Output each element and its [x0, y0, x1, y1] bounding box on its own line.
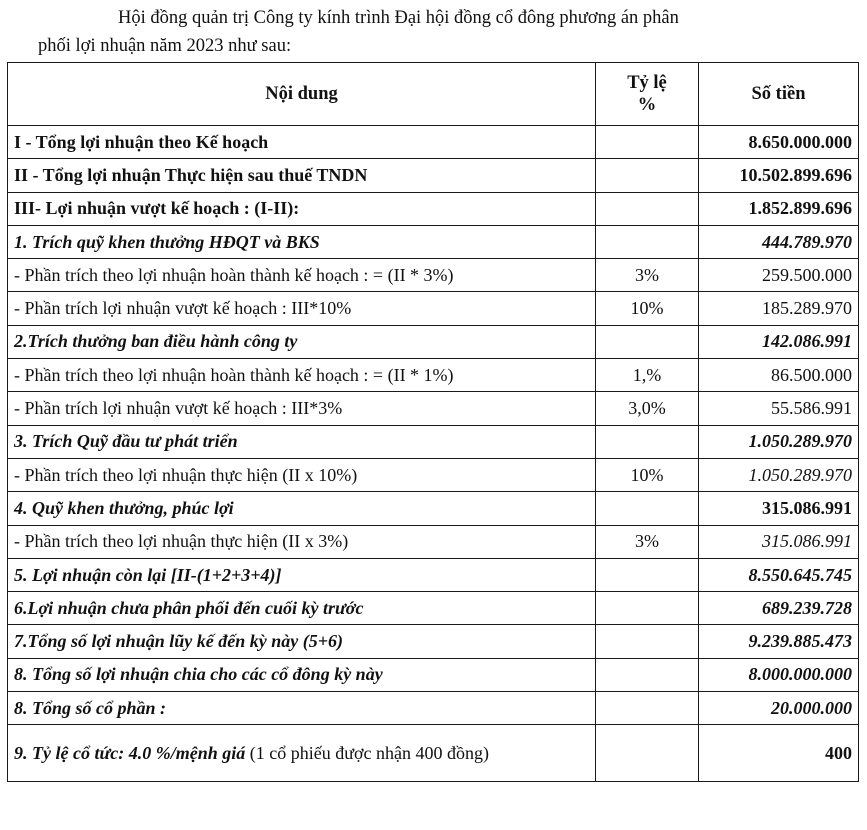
row-amount: 315.086.991: [699, 525, 859, 558]
row-rate: [596, 692, 699, 725]
header-amount: Số tiền: [699, 63, 859, 126]
row-rate: [596, 625, 699, 658]
row-amount: 8.550.645.745: [699, 558, 859, 591]
row-amount: 1.852.899.696: [699, 192, 859, 225]
row-content: 5. Lợi nhuận còn lại [II-(1+2+3+4)]: [8, 558, 596, 591]
row-rate: 3%: [596, 259, 699, 292]
table-row: [8, 126, 859, 159]
table-row: [8, 625, 859, 658]
row-amount: 8.650.000.000: [699, 126, 859, 159]
row-content: - Phần trích lợi nhuận vượt kế hoạch : III*3%: [8, 392, 596, 425]
profit-distribution-table: [7, 62, 859, 782]
row-rate: [596, 159, 699, 192]
row-amount: 400: [699, 725, 859, 782]
table-row: [8, 525, 859, 558]
row-content: - Phần trích theo lợi nhuận hoàn thành kế hoạch : = (II * 1%): [8, 359, 596, 392]
row-rate: 10%: [596, 292, 699, 325]
table-row: [8, 159, 859, 192]
table-row: [8, 592, 859, 625]
table-row: [8, 359, 859, 392]
row-content: 3. Trích Quỹ đầu tư phát triển: [8, 425, 596, 458]
row-content: 8. Tổng số cổ phần :: [8, 692, 596, 725]
row-amount: 689.239.728: [699, 592, 859, 625]
row-content: I - Tổng lợi nhuận theo Kế hoạch: [8, 126, 596, 159]
row-rate: [596, 658, 699, 691]
table-header-row: [8, 63, 859, 126]
row-rate: [596, 492, 699, 525]
row-content: II - Tổng lợi nhuận Thực hiện sau thuế TNDN: [8, 159, 596, 192]
row-amount: 444.789.970: [699, 225, 859, 258]
row-amount: 142.086.991: [699, 325, 859, 358]
table-row: [8, 225, 859, 258]
row-amount: 9.239.885.473: [699, 625, 859, 658]
row-content: 6.Lợi nhuận chưa phân phối đến cuối kỳ trước: [8, 592, 596, 625]
row-rate: 3%: [596, 525, 699, 558]
row-amount: 86.500.000: [699, 359, 859, 392]
intro-line-2: phối lợi nhuận năm 2023 như sau:: [38, 36, 292, 56]
intro-paragraph: [38, 4, 858, 60]
row-rate: 10%: [596, 458, 699, 491]
table-row: [8, 259, 859, 292]
row-rate: [596, 325, 699, 358]
row-amount: 185.289.970: [699, 292, 859, 325]
intro-line-1: Hội đồng quản trị Công ty kính trình Đại hội đồng cổ đông phương án phân: [118, 8, 679, 28]
table-row: [8, 725, 859, 782]
table-row: [8, 492, 859, 525]
row-amount: 20.000.000: [699, 692, 859, 725]
row-content: 8. Tổng số lợi nhuận chia cho các cổ đông kỳ này: [8, 658, 596, 691]
row-content: - Phần trích theo lợi nhuận thực hiện (II x 10%): [8, 458, 596, 491]
row-rate: [596, 192, 699, 225]
row-content: 2.Trích thưởng ban điều hành công ty: [8, 325, 596, 358]
row-rate: 1,%: [596, 359, 699, 392]
row-rate: [596, 425, 699, 458]
header-rate: Tỷ lệ %: [596, 63, 699, 126]
row-rate: 3,0%: [596, 392, 699, 425]
table-row: [8, 558, 859, 591]
table-row: [8, 458, 859, 491]
table-row: [8, 292, 859, 325]
dividend-note-text: (1 cổ phiếu được nhận 400 đồng): [245, 742, 489, 763]
row-content: - Phần trích lợi nhuận vượt kế hoạch : III*10%: [8, 292, 596, 325]
row-rate: [596, 592, 699, 625]
row-content: [8, 725, 596, 782]
table-row: [8, 325, 859, 358]
row-rate: [596, 225, 699, 258]
row-rate: [596, 725, 699, 782]
table-row: [8, 425, 859, 458]
row-rate: [596, 126, 699, 159]
table-row: [8, 192, 859, 225]
row-amount: 259.500.000: [699, 259, 859, 292]
row-content: III- Lợi nhuận vượt kế hoạch : (I-II):: [8, 192, 596, 225]
row-amount: 1.050.289.970: [699, 425, 859, 458]
row-content: 7.Tổng số lợi nhuận lũy kế đến kỳ này (5+6): [8, 625, 596, 658]
row-amount: 1.050.289.970: [699, 458, 859, 491]
table-row: [8, 658, 859, 691]
table-row: [8, 692, 859, 725]
row-amount: 55.586.991: [699, 392, 859, 425]
row-rate: [596, 558, 699, 591]
row-content: - Phần trích theo lợi nhuận thực hiện (II x 3%): [8, 525, 596, 558]
row-amount: 10.502.899.696: [699, 159, 859, 192]
header-content: Nội dung: [8, 63, 596, 126]
row-content: - Phần trích theo lợi nhuận hoàn thành kế hoạch : = (II * 3%): [8, 259, 596, 292]
dividend-rate-text: 9. Tỷ lệ cổ tức: 4.0 %/mệnh giá: [14, 742, 246, 763]
row-content: 1. Trích quỹ khen thưởng HĐQT và BKS: [8, 225, 596, 258]
row-content: 4. Quỹ khen thưởng, phúc lợi: [8, 492, 596, 525]
row-amount: 315.086.991: [699, 492, 859, 525]
row-amount: 8.000.000.000: [699, 658, 859, 691]
table-row: [8, 392, 859, 425]
